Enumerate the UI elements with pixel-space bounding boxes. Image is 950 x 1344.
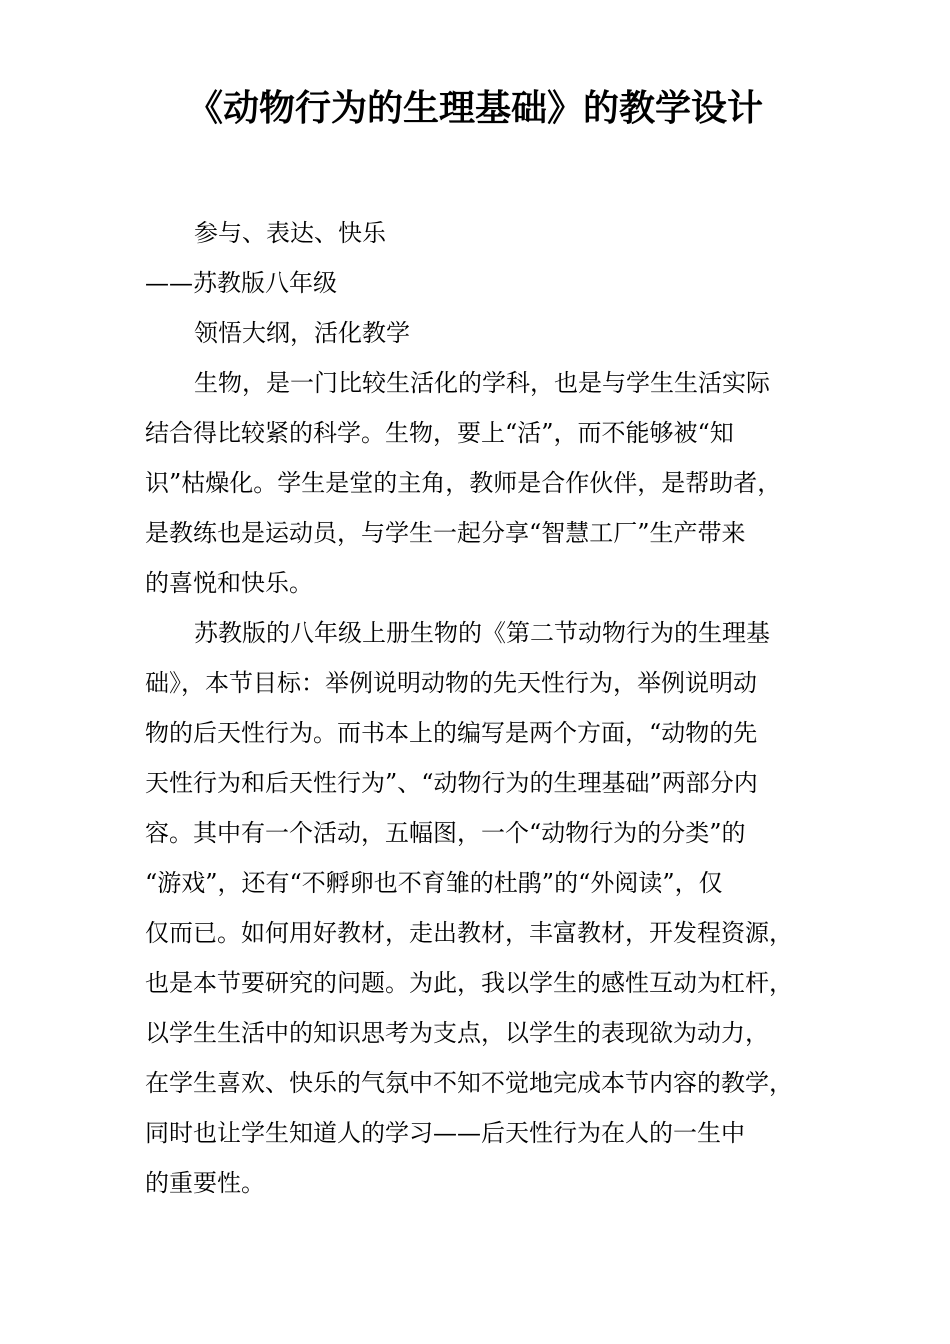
text-line: 识”枯燥化。学生是堂的主角，教师是合作伙伴，是帮助者， xyxy=(145,469,782,497)
text-line: 础》，本节目标：举例说明动物的先天性行为，举例说明动 xyxy=(145,669,757,697)
text-line: 参与、表达、快乐 xyxy=(194,219,386,247)
text-line: 的喜悦和快乐。 xyxy=(145,569,313,597)
text-line: 生物，是一门比较生活化的学科，也是与学生生活实际 xyxy=(194,369,770,397)
text-line: 天性行为和后天性行为”、“动物行为的生理基础”两部分内 xyxy=(145,769,758,797)
text-line: 的重要性。 xyxy=(145,1169,265,1197)
text-line: 物的后天性行为。而书本上的编写是两个方面，“动物的先 xyxy=(145,719,758,747)
text-line: 容。其中有一个活动，五幅图，一个“动物行为的分类”的 xyxy=(145,819,746,847)
text-line: 仅而已。如何用好教材，走出教材，丰富教材，开发程资源， xyxy=(145,919,793,947)
text-line: 苏教版的八年级上册生物的《第二节动物行为的生理基 xyxy=(194,619,770,647)
text-line: “游戏”，还有“不孵卵也不育雏的杜鹃”的“外阅读”，仅 xyxy=(145,869,723,897)
text-line: 也是本节要研究的问题。为此，我以学生的感性互动为杠杆， xyxy=(145,969,793,997)
document-title: 《动物行为的生理基础》的教学设计 xyxy=(186,87,763,129)
text-line: 是教练也是运动员，与学生一起分享“智慧工厂”生产带来 xyxy=(145,519,746,547)
text-line: 结合得比较紧的科学。生物，要上“活”，而不能够被“知 xyxy=(145,419,734,447)
text-line: 同时也让学生知道人的学习——后天性行为在人的一生中 xyxy=(145,1119,745,1147)
text-line: 领悟大纲，活化教学 xyxy=(194,319,410,347)
text-line: ——苏教版八年级 xyxy=(145,269,337,297)
text-line: 以学生生活中的知识思考为支点，以学生的表现欲为动力， xyxy=(145,1019,769,1047)
text-line: 在学生喜欢、快乐的气氛中不知不觉地完成本节内容的教学， xyxy=(145,1069,793,1097)
